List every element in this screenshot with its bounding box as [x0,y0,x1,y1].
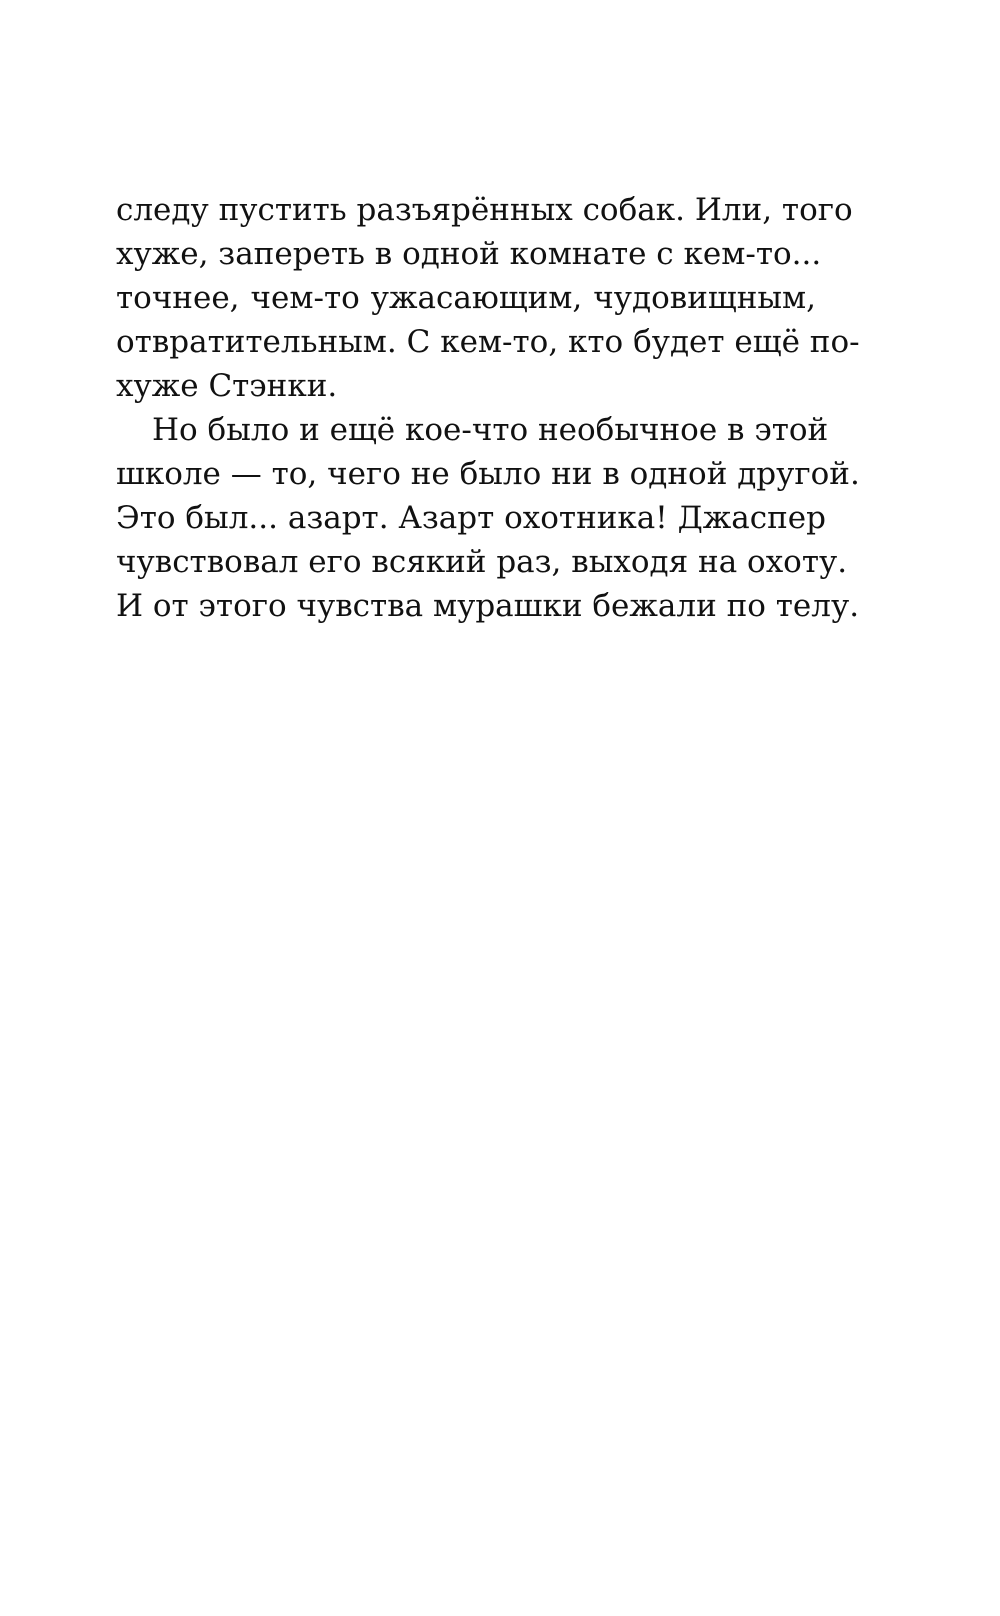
text-line: точнее, чем-то ужасающим, чудовищным, [116,280,816,316]
text-line: отвратительным. С кем-то, кто будет ещё по- [116,324,860,360]
text-line: школе — то, чего не было ни в одной другой. [116,456,860,492]
paragraph-2 [116,408,860,628]
text-line: следу пустить разъярённых собак. Или, того [116,192,853,228]
body-text [116,188,860,628]
text-line: чувствовал его всякий раз, выходя на охоту. [116,544,848,580]
text-line: хуже, запереть в одной комнате с кем-то... [116,236,822,272]
text-line: хуже Стэнки. [116,368,338,404]
text-line: Это был... азарт. Азарт охотника! Джаспер [116,500,826,536]
text-line: И от этого чувства мурашки бежали по телу. [116,588,860,624]
text-line: Но было и ещё кое-что необычное в этой [152,412,829,448]
paragraph-1 [116,188,860,408]
